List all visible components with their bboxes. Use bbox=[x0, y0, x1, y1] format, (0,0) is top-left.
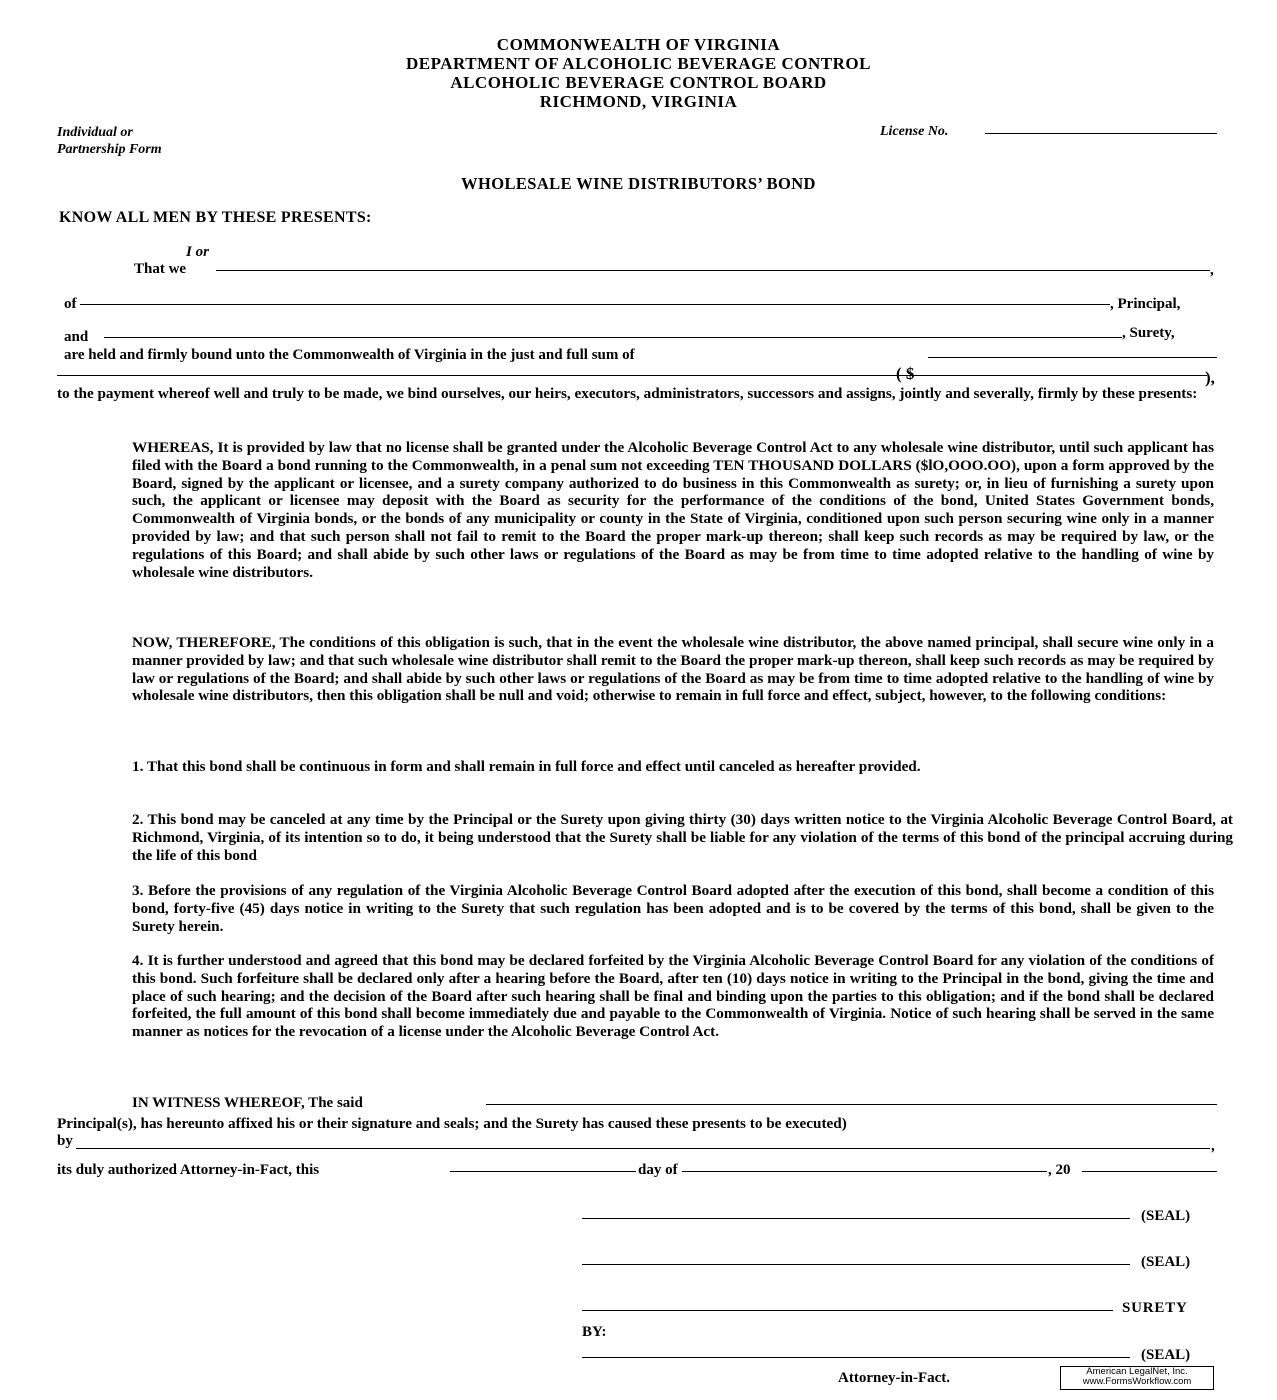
now-therefore-paragraph: NOW, THEREFORE, The conditions of this obligation is such, that in the event the wholesale wine distributor, the above named principal, shall secure wine only in a manner provided by law; and that such wholesale wine distributor shall remit to the Board the proper mark-up thereon, shall keep such records as may be required by law or regulations of the Board; and shall abide by such other laws or regulations of the Board as may be from time to time adopted relative to the handling of wine by wholesale wine distributors, then this obligation shall be null and void; otherwise to remain in full force and effect, subject, however, to the following conditions: bbox=[132, 634, 1214, 705]
surety-field[interactable] bbox=[104, 337, 1122, 338]
that-we-label: That we bbox=[134, 261, 187, 277]
form-type-line-1: Individual or bbox=[57, 125, 133, 140]
condition-2: 2. This bond may be canceled at any time by the Principal or the Surety upon giving thirty (30) days written notice to the Virginia Alcoholic Beverage Control Board, at Richmond, Virginia, of its intention so to do, it being understood that the Surety shall be liable for any violation of the terms of this bond of the principal accruing during the life of this bond bbox=[132, 811, 1233, 864]
header-line-2: DEPARTMENT OF ALCOHOLIC BEVERAGE CONTROL bbox=[406, 54, 871, 73]
whereas-paragraph: WHEREAS, It is provided by law that no license shall be granted under the Alcoholic Beverage Control Act to any wholesale wine distributor, until such applicant has filed with the Board a bond running to the Commonwealth, in a penal sum not exceeding TEN THOUSAND DOLLARS ($lO,OOO.OO), upon a form approved by the Board, signed by the applicant or licensee, and a surety company authorized to do business in this Commonwealth as surety; or, in lieu of furnishing a surety upon such, the applicant or licensee may deposit with the Board as security for the performance of the conditions of the bond, United States Government bonds, Commonwealth of Virginia bonds, or the bonds of any municipality or county in the State of Virginia, conditioned upon such person securing wine only in a manner provided by law; and that such person shall not fail to remit to the Board the proper mark-up thereon; shall keep such records as may be required by law, or the regulations of this Board; and shall abide by such other laws or regulations of the Board as may be from time to time adopted relative to the handling of wine by wholesale wine distributors. bbox=[132, 439, 1214, 581]
dollar-open: ( $ bbox=[896, 364, 915, 383]
sum-numeric-field[interactable] bbox=[57, 375, 1207, 376]
condition-3: 3. Before the provisions of any regulation of the Virginia Alcoholic Beverage Control Board adopted after the execution of this bond, shall become a condition of this bond, forty-five (45) days notice in writing to the Surety that such regulation has been adopted and is to be covered by the terms of this bond, shall be given to the Surety herein. bbox=[132, 882, 1214, 935]
that-we-field[interactable] bbox=[216, 270, 1210, 271]
surety-signature-line[interactable] bbox=[582, 1310, 1113, 1311]
principal-label: , Principal, bbox=[1110, 296, 1181, 312]
condition-4: 4. It is further understood and agreed that this bond may be declared forfeited by the Virginia Alcoholic Beverage Control Board for any violation of the conditions of this bond. Such forfeiture shall be declared only after a hearing before the Board, after ten (10) days notice in writing to the Principal in the bond, giving the time and place of such hearing; and the decision of the Board after such hearing shall be final and binding upon the parties to this obligation; and if the bond shall be declared forfeited, the full amount of this bond shall become immediately due and payable to the Commonwealth of Virginia. Notice of such hearing shall be served in the same manner as notices for the revocation of a license under the Alcoholic Beverage Control Act. bbox=[132, 952, 1214, 1041]
signature-line-2[interactable] bbox=[582, 1264, 1130, 1265]
signature-line-1[interactable] bbox=[582, 1218, 1130, 1219]
license-label: License No. bbox=[880, 124, 949, 139]
condition-1: 1. That this bond shall be continuous in form and shall remain in full force and effect until canceled as hereafter provided. bbox=[132, 758, 921, 775]
year-label: , 20 bbox=[1048, 1162, 1071, 1178]
month-field[interactable] bbox=[682, 1171, 1047, 1172]
seal-3: (SEAL) bbox=[1141, 1347, 1191, 1363]
year-field[interactable] bbox=[1082, 1171, 1217, 1172]
sum-words-field[interactable] bbox=[928, 357, 1217, 358]
attorney-signature-line[interactable] bbox=[582, 1357, 1130, 1358]
i-or-label: I or bbox=[186, 244, 209, 260]
payment-clause: to the payment whereof well and truly to be made, we bind ourselves, our heirs, executors, administrators, successors and assigns, jointly and severally, firmly by these presents: bbox=[57, 385, 1198, 402]
surety-label: , Surety, bbox=[1122, 325, 1175, 341]
by-signature-label: BY: bbox=[582, 1324, 607, 1340]
seal-1: (SEAL) bbox=[1141, 1208, 1191, 1224]
publisher-badge bbox=[1060, 1366, 1214, 1390]
comma-2: , bbox=[1211, 1138, 1215, 1154]
and-label: and bbox=[64, 329, 89, 345]
held-bound-text: are held and firmly bound unto the Commonwealth of Virginia in the just and full sum of bbox=[64, 347, 635, 363]
by-label: by bbox=[57, 1133, 73, 1149]
header-line-1: COMMONWEALTH OF VIRGINIA bbox=[496, 35, 781, 54]
principals-clause: Principal(s), has hereunto affixed his or their signature and seals; and the Surety has caused these presents to be executed) bbox=[57, 1115, 847, 1132]
header-line-4: RICHMOND, VIRGINIA bbox=[539, 92, 738, 111]
publisher-url: www.FormsWorkflow.com bbox=[1082, 1376, 1192, 1387]
form-type-line-2: Partnership Form bbox=[57, 142, 162, 157]
principal-field[interactable] bbox=[80, 304, 1110, 305]
bond-title: WHOLESALE WINE DISTRIBUTORS’ BOND bbox=[461, 174, 816, 193]
day-of-label: day of bbox=[638, 1162, 678, 1178]
by-field[interactable] bbox=[76, 1148, 1210, 1149]
surety-signature-label: SURETY bbox=[1122, 1300, 1188, 1316]
in-witness-label: IN WITNESS WHEREOF, The said bbox=[132, 1095, 363, 1111]
publisher-name: American LegalNet, Inc. bbox=[1086, 1366, 1188, 1377]
intro-heading: KNOW ALL MEN BY THESE PRESENTS: bbox=[59, 209, 372, 226]
dollar-close: ), bbox=[1205, 368, 1215, 387]
license-number-field[interactable] bbox=[985, 133, 1217, 134]
said-principal-field[interactable] bbox=[486, 1104, 1217, 1105]
of-label: of bbox=[64, 296, 77, 312]
day-field[interactable] bbox=[450, 1171, 636, 1172]
seal-2: (SEAL) bbox=[1141, 1254, 1191, 1270]
attorney-clause: its duly authorized Attorney-in-Fact, this bbox=[57, 1162, 320, 1178]
attorney-in-fact-label: Attorney-in-Fact. bbox=[838, 1370, 951, 1386]
comma-1: , bbox=[1210, 262, 1214, 278]
header-line-3: ALCOHOLIC BEVERAGE CONTROL BOARD bbox=[450, 73, 827, 92]
